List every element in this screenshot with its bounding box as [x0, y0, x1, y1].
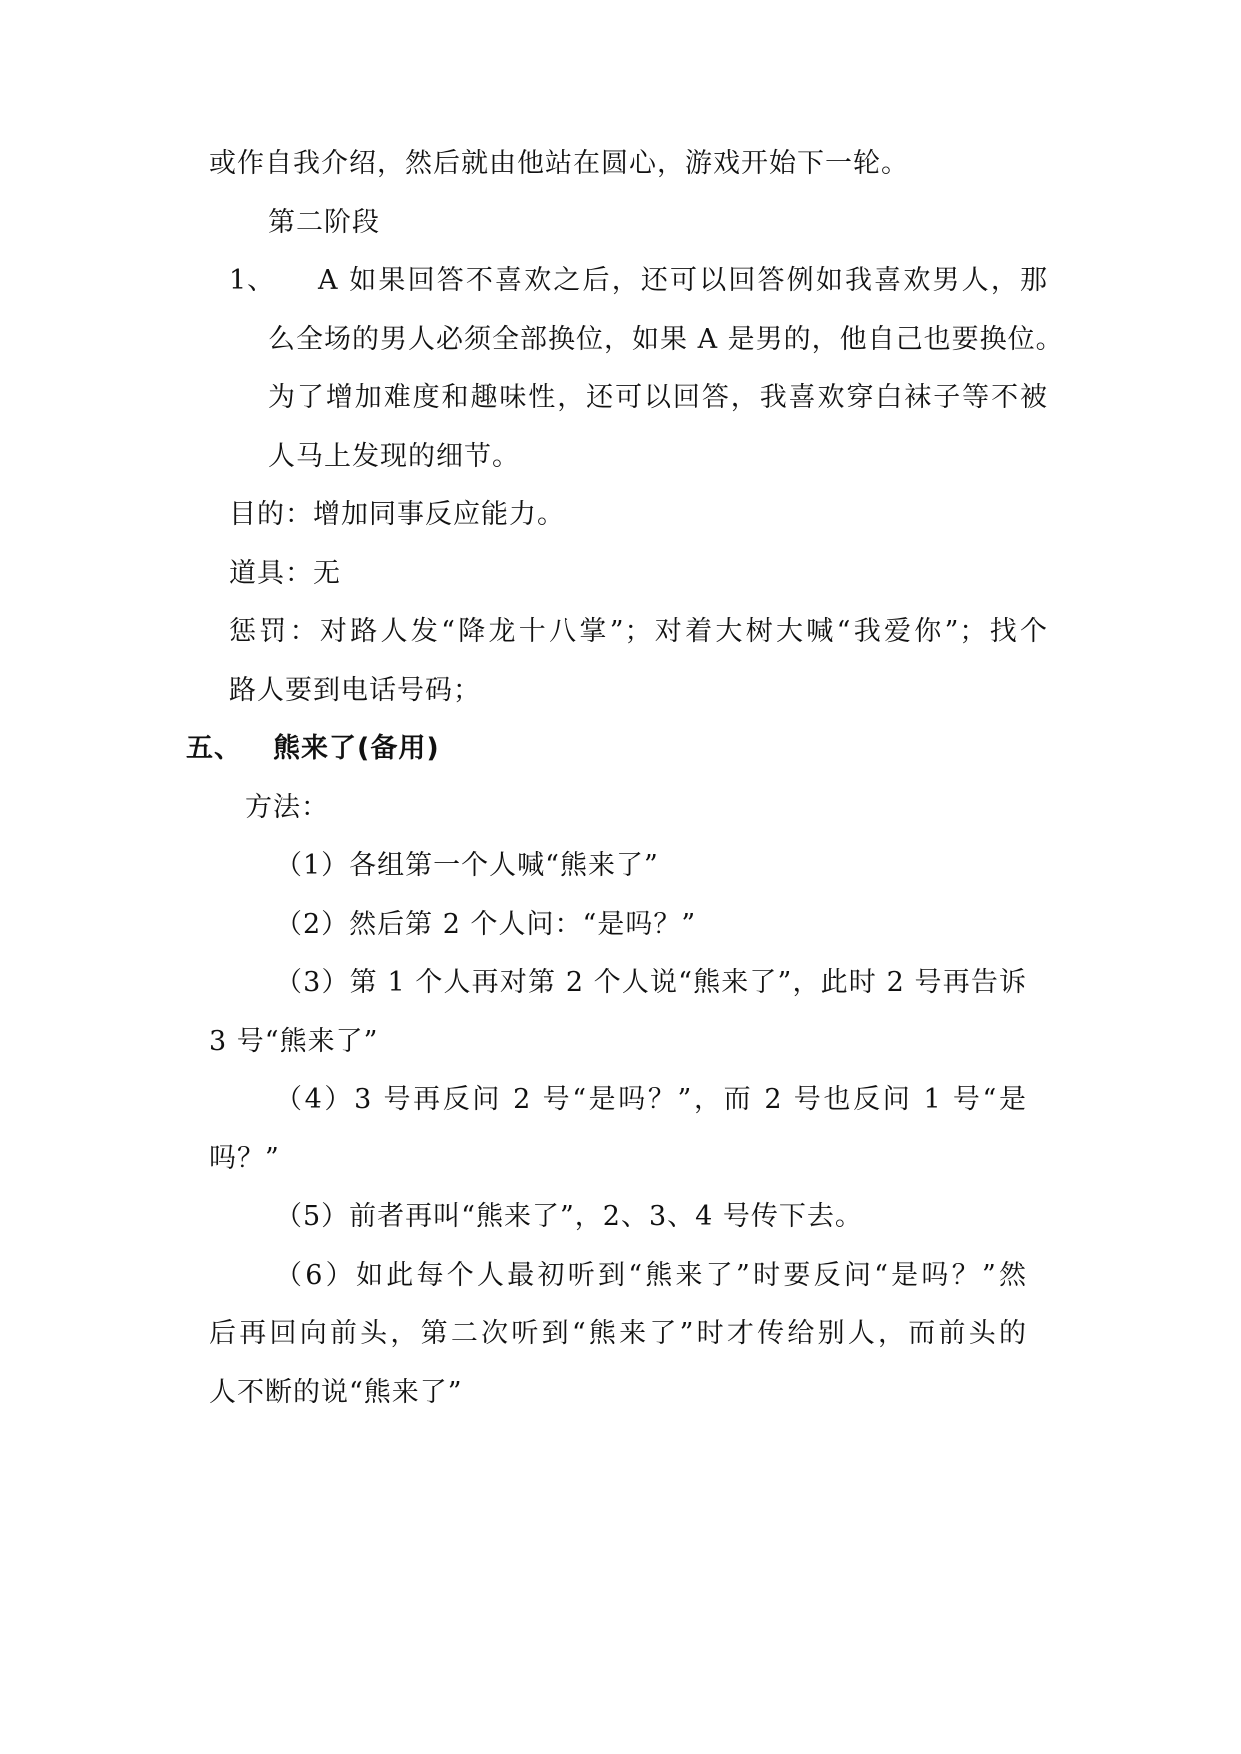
purpose-line: 目的：增加同事反应能力。	[229, 499, 565, 530]
step-line: 吗？”	[209, 1143, 280, 1174]
step-line: 3 号“熊来了”	[209, 1026, 379, 1057]
section-title: 熊来了(备用)	[273, 733, 440, 764]
penalty-line: 惩罚：对路人发“降龙十八掌”；对着大树大喊“我爱你”；找个	[229, 616, 1048, 647]
step-line: 后再回向前头，第二次听到“熊来了”时才传给别人，而前头的	[209, 1318, 1027, 1349]
props-line: 道具：无	[229, 558, 341, 589]
step-line: （3）第 1 个人再对第 2 个人说“熊来了”，此时 2 号再告诉	[275, 967, 1027, 998]
list-item-line: A 如果回答不喜欢之后，还可以回答例如我喜欢男人，那	[318, 265, 1048, 296]
step-line: 人不断的说“熊来了”	[209, 1377, 463, 1408]
step-line: （1）各组第一个人喊“熊来了”	[275, 850, 659, 881]
section-number: 五、	[186, 733, 242, 764]
continuation-line: 或作自我介绍，然后就由他站在圆心，游戏开始下一轮。	[209, 148, 909, 179]
penalty-line: 路人要到电话号码；	[229, 675, 481, 706]
step-line: （4）3 号再反问 2 号“是吗？”，而 2 号也反问 1 号“是	[275, 1084, 1027, 1115]
list-number: 1、	[229, 265, 276, 296]
stage-two-heading: 第二阶段	[268, 207, 380, 238]
list-item-line: 人马上发现的细节。	[268, 441, 520, 472]
list-item-line: 为了增加难度和趣味性，还可以回答，我喜欢穿白袜子等不被	[268, 382, 1048, 413]
step-line: （6）如此每个人最初听到“熊来了”时要反问“是吗？”然	[275, 1260, 1027, 1291]
list-item-line: 么全场的男人必须全部换位，如果 A 是男的，他自己也要换位。	[268, 324, 1064, 355]
step-line: （5）前者再叫“熊来了”，2、3、4 号传下去。	[275, 1201, 863, 1232]
method-label: 方法：	[245, 792, 329, 823]
step-line: （2）然后第 2 个人问：“是吗？”	[275, 909, 697, 940]
